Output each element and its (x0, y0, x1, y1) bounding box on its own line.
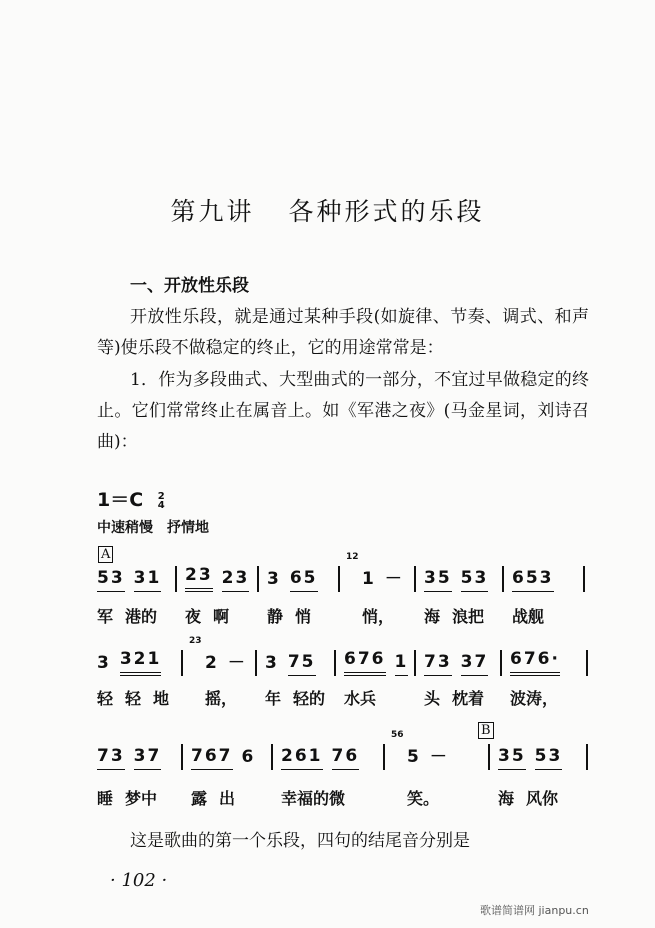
measure (177, 566, 259, 592)
measure (183, 636, 257, 676)
note-group: 76 (332, 746, 360, 770)
lyrics-row (97, 604, 585, 627)
lyric-measure (257, 686, 336, 709)
note-group: 3 (97, 653, 111, 673)
lyric: 波涛， (510, 689, 559, 708)
lyric: 浪把 (452, 607, 485, 626)
grace-note: 56 (391, 730, 404, 740)
lyric-measure (385, 786, 490, 809)
lecture-topic: 各种形式的乐段 (288, 197, 485, 226)
rehearsal-mark-a: A (98, 546, 113, 563)
measure (273, 744, 385, 770)
watermark: 歌谱简谱网 jianpu.cn (480, 904, 589, 917)
paragraph: 这是歌曲的第一个乐段，四句的结尾音分别是 (130, 831, 470, 851)
lyric: 静 (267, 607, 284, 626)
note-group: 65 (290, 568, 318, 592)
note-group: 5 (407, 747, 421, 767)
notation-row (97, 552, 585, 592)
measure (340, 552, 416, 592)
lyric: 梦中 (125, 789, 158, 808)
lecture-number: 第九讲 (170, 197, 255, 226)
lyrics-row (97, 686, 588, 709)
lyric-measure (340, 604, 416, 627)
page-title (0, 192, 655, 228)
lyric-measure (97, 686, 183, 709)
lyric: 轻的 (293, 689, 326, 708)
paragraph: 1．作为多段曲式、大型曲式的一部分，不宜过早做稳定的终止。它们常常终止在属音上。如《军港之夜》(马金星词，刘诗召曲)： (97, 370, 589, 452)
note-group: 53 (461, 568, 489, 592)
page-number: · 102 · (110, 870, 168, 891)
lyric: 笑。 (407, 789, 440, 808)
note-group: 23 (222, 568, 250, 592)
lyric: 军 (97, 607, 114, 626)
note-group: 31 (134, 568, 162, 592)
lyric: 睡 (97, 789, 114, 808)
note-group: 73 (424, 652, 452, 676)
note-group: 261 (281, 746, 323, 770)
tempo-marking (97, 517, 209, 537)
lyric-measure (273, 786, 385, 809)
lyric: 枕着 (452, 689, 485, 708)
measure (257, 650, 336, 676)
note-group: 1 (362, 569, 376, 589)
lyrics-row (97, 786, 588, 809)
measure (97, 650, 183, 676)
note-group: 2 (205, 653, 219, 673)
measure (183, 744, 273, 770)
lyric: 幸福的微 (281, 789, 346, 808)
lyric-measure (416, 686, 502, 709)
measure (259, 566, 340, 592)
note-group: － (384, 569, 404, 589)
time-top: 2 (157, 490, 165, 502)
measure (97, 744, 183, 770)
lyric: 轻 (125, 689, 142, 708)
measure (502, 650, 588, 676)
measure (416, 566, 504, 592)
note-group: 37 (134, 746, 162, 770)
lyric: 夜 (185, 607, 202, 626)
lyric: 啊 (213, 607, 230, 626)
note-group: 676· (510, 649, 560, 676)
time-signature (158, 492, 165, 510)
lyric-measure (97, 604, 177, 627)
tempo-text: 中速稍慢 (97, 520, 153, 536)
expression-text: 抒情地 (167, 520, 209, 536)
note-group: 3 (267, 569, 281, 589)
note-group: 53 (535, 746, 563, 770)
note-group: － (227, 653, 247, 673)
note-group: 75 (288, 652, 316, 676)
paragraph: 开放性乐段，就是通过某种手段(如旋律、节奏、调式、和声等)使乐段不做稳定的终止，它的用途常常是： (97, 307, 589, 358)
note-group: 1 (395, 652, 409, 676)
note-group: 35 (498, 746, 526, 770)
measure (385, 730, 490, 770)
lyric: 出 (219, 789, 236, 808)
time-bottom: 4 (157, 499, 165, 511)
note-group: 53 (97, 568, 125, 592)
lyric: 战舰 (512, 607, 545, 626)
lyric-measure (490, 786, 588, 809)
lyric: 悄， (362, 607, 395, 626)
lyric: 地 (153, 689, 170, 708)
lyric-measure (97, 786, 183, 809)
lyric: 悄 (295, 607, 312, 626)
lyric-measure (259, 604, 340, 627)
lyric: 水兵 (344, 689, 377, 708)
note-group: 37 (461, 652, 489, 676)
note-group: 73 (97, 746, 125, 770)
measure (416, 650, 502, 676)
note-group: 6 (241, 747, 256, 767)
lyric: 摇， (205, 689, 238, 708)
note-group: 767 (191, 746, 233, 770)
measure (97, 566, 177, 592)
note-group: 23 (185, 565, 213, 592)
lyric-measure (502, 686, 588, 709)
lyric: 露 (191, 789, 208, 808)
note-group: 676 (344, 649, 386, 676)
grace-note: 12 (346, 552, 359, 562)
note-group: 653 (512, 568, 554, 592)
lyric-measure (504, 604, 585, 627)
lyric-measure (416, 604, 504, 627)
note-group: 321 (120, 649, 162, 676)
notation-row (97, 730, 588, 770)
lyric: 风你 (526, 789, 559, 808)
lyric-measure (177, 604, 259, 627)
lyric-measure (336, 686, 416, 709)
note-group: 35 (424, 568, 452, 592)
key-text: 1＝C (97, 489, 144, 511)
lyric: 年 (265, 689, 282, 708)
lyric: 海 (424, 607, 441, 626)
measure (504, 566, 585, 592)
note-group: － (429, 747, 449, 767)
lyric: 头 (424, 689, 441, 708)
note-group: 3 (265, 653, 279, 673)
lyric: 海 (498, 789, 515, 808)
lyric: 轻 (97, 689, 114, 708)
lyric-measure (183, 686, 257, 709)
lyric: 港的 (125, 607, 158, 626)
key-signature (97, 485, 165, 512)
rehearsal-mark-b: B (478, 722, 494, 739)
lyric-measure (183, 786, 273, 809)
measure (336, 650, 416, 676)
notation-row (97, 636, 588, 676)
measure (490, 744, 588, 770)
grace-note: 23 (189, 636, 202, 646)
section-heading: 一、开放性乐段 (130, 276, 249, 296)
